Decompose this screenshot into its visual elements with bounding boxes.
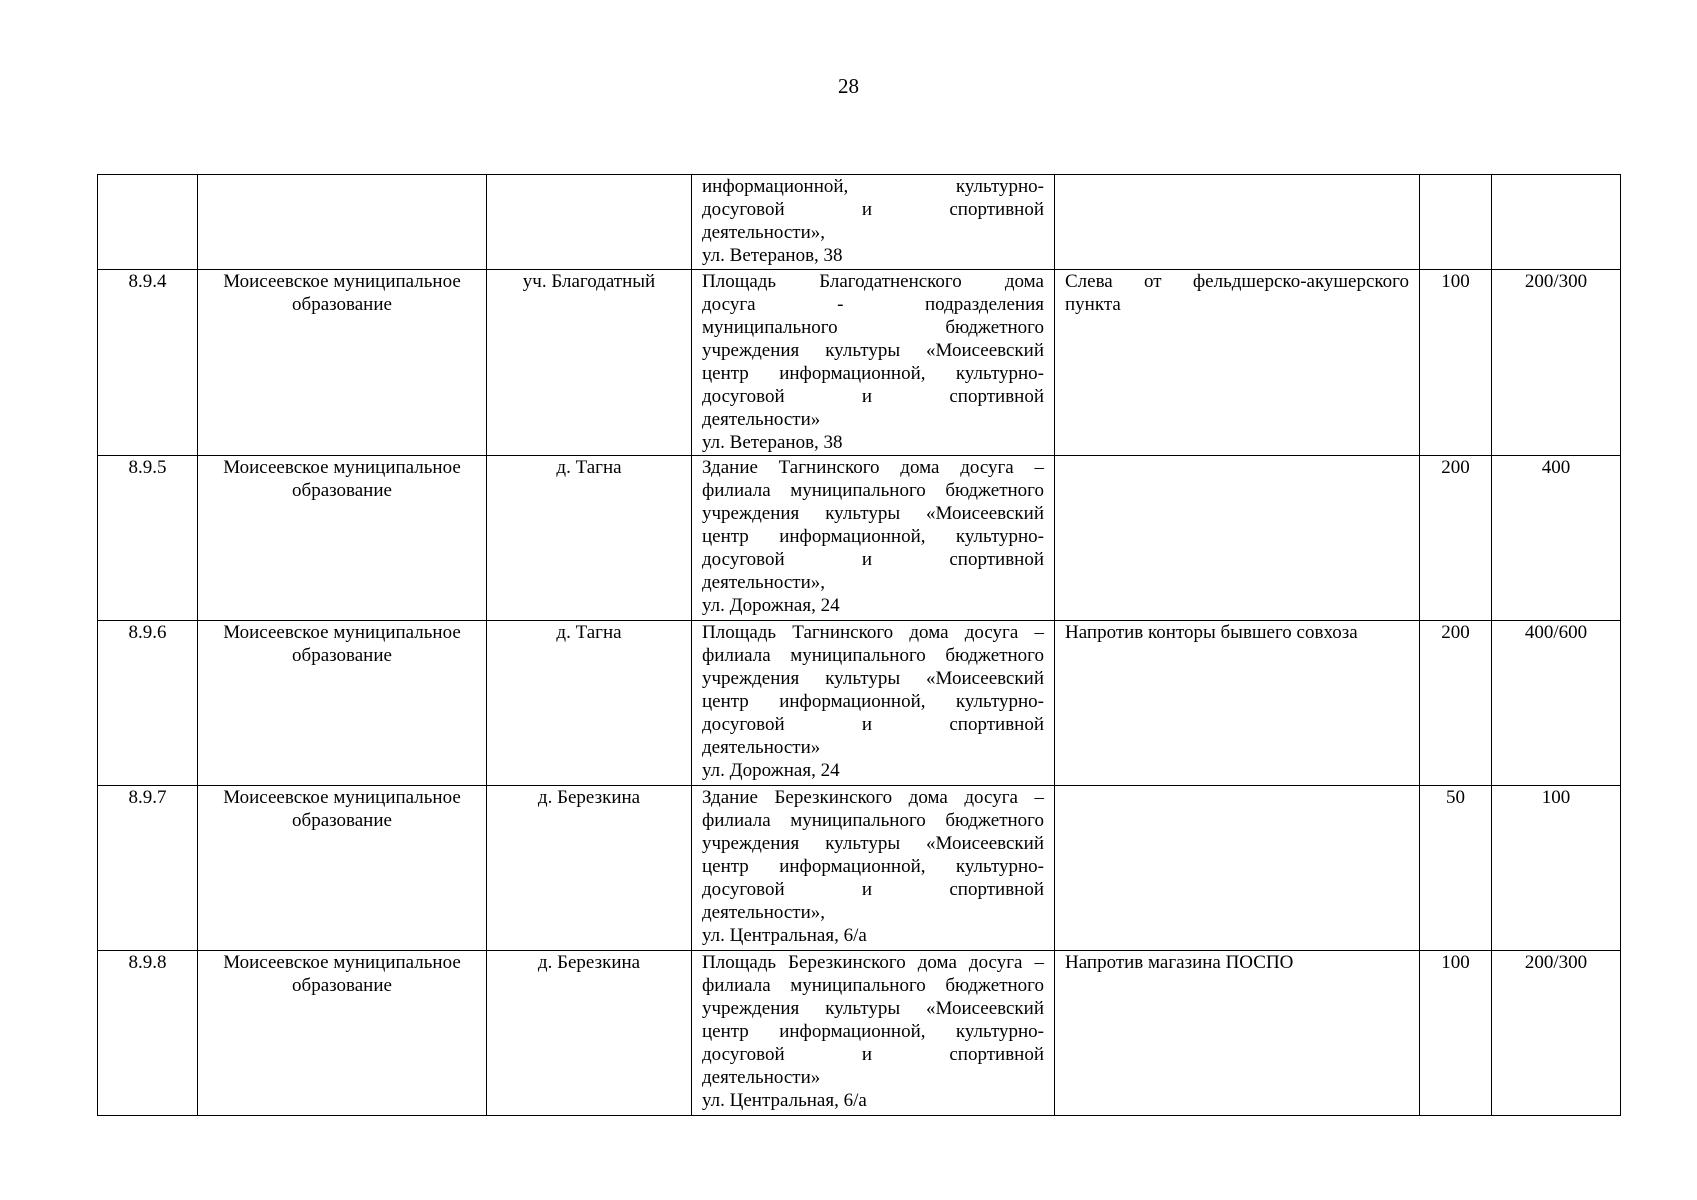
cell-description [692, 621, 1055, 786]
description-line: Площадь Благодатненского дома [702, 271, 1044, 292]
description-line: учреждения культуры «Моисеевский [702, 503, 1044, 524]
description-line: филиала муниципального бюджетного [702, 480, 1044, 501]
description-line: центр информационной, культурно- [702, 363, 1044, 384]
table-row [98, 621, 1621, 786]
description-line: Площадь Тагнинского дома досуга – [702, 622, 1044, 643]
description-line: центр информационной, культурно- [702, 856, 1044, 877]
description-line: ул. Дорожная, 24 [702, 595, 840, 616]
cell-locality: уч. Благодатный [487, 270, 692, 456]
description-line: ул. Центральная, 6/а [702, 925, 867, 946]
cell-description [692, 951, 1055, 1116]
description-line: учреждения культуры «Моисеевский [702, 340, 1044, 361]
description-line: Площадь Березкинского дома досуга – [702, 952, 1044, 973]
cell-description [692, 456, 1055, 621]
description-line: центр информационной, культурно- [702, 1021, 1044, 1042]
cell-municipality: Моисеевское муниципальное образование [198, 270, 487, 456]
description-line: информационной, культурно- [702, 176, 1044, 197]
description-line: учреждения культуры «Моисеевский [702, 668, 1044, 689]
cell-description [692, 175, 1055, 270]
table-row [98, 456, 1621, 621]
cell-location-note: Напротив магазина ПОСПО [1055, 951, 1420, 1116]
description-line: деятельности» [702, 737, 821, 758]
description-line: деятельности», [702, 902, 826, 923]
cell-value-b: 400/600 [1492, 621, 1621, 786]
table-body [98, 175, 1621, 1116]
table-row [98, 270, 1621, 456]
cell-locality [487, 175, 692, 270]
description-line: учреждения культуры «Моисеевский [702, 833, 1044, 854]
description-line: досуговой и спортивной [702, 879, 1044, 900]
table-row [98, 951, 1621, 1116]
description-line: деятельности» [702, 409, 821, 430]
cell-locality: д. Тагна [487, 456, 692, 621]
cell-value-b: 100 [1492, 786, 1621, 951]
table-row-continuation [98, 175, 1621, 270]
description-line: центр информационной, культурно- [702, 526, 1044, 547]
description-line: Здание Тагнинского дома досуга – [702, 457, 1044, 478]
description-line: досуговой и спортивной [702, 386, 1044, 407]
cell-value-a: 200 [1420, 621, 1492, 786]
description-line: муниципального бюджетного [702, 317, 1044, 338]
cell-locality: д. Березкина [487, 951, 692, 1116]
description-line: ул. Ветеранов, 38 [702, 245, 843, 266]
description-line: ул. Дорожная, 24 [702, 760, 840, 781]
description-line: центр информационной, культурно- [702, 691, 1044, 712]
cell-value-b: 200/300 [1492, 951, 1621, 1116]
cell-location-note [1055, 456, 1420, 621]
description-line: учреждения культуры «Моисеевский [702, 998, 1044, 1019]
description-line: досуговой и спортивной [702, 714, 1044, 735]
cell-value-a: 50 [1420, 786, 1492, 951]
cell-value-a: 100 [1420, 951, 1492, 1116]
description-line: досуговой и спортивной [702, 1044, 1044, 1065]
placement-table [97, 174, 1621, 1116]
cell-description [692, 270, 1055, 456]
cell-number: 8.9.7 [98, 786, 198, 951]
cell-value-a: 100 [1420, 270, 1492, 456]
description-line: досуговой и спортивной [702, 549, 1044, 570]
description-line: досуга - подразделения [702, 294, 1044, 315]
description-line: деятельности», [702, 222, 826, 243]
page-number: 28 [838, 74, 859, 98]
cell-locality: д. Тагна [487, 621, 692, 786]
cell-locality: д. Березкина [487, 786, 692, 951]
cell-value-b: 200/300 [1492, 270, 1621, 456]
cell-number [98, 175, 198, 270]
cell-municipality: Моисеевское муниципальное образование [198, 786, 487, 951]
cell-location-note [1055, 175, 1420, 270]
cell-number: 8.9.4 [98, 270, 198, 456]
description-line: филиала муниципального бюджетного [702, 645, 1044, 666]
cell-number: 8.9.8 [98, 951, 198, 1116]
cell-value-a: 200 [1420, 456, 1492, 621]
cell-location-note: Слева от фельдшерско-акушерского пункта [1055, 270, 1420, 456]
cell-location-note [1055, 786, 1420, 951]
cell-number: 8.9.6 [98, 621, 198, 786]
cell-municipality: Моисеевское муниципальное образование [198, 951, 487, 1116]
cell-value-b [1492, 175, 1621, 270]
cell-value-a [1420, 175, 1492, 270]
cell-location-note: Напротив конторы бывшего совхоза [1055, 621, 1420, 786]
description-line: досуговой и спортивной [702, 199, 1044, 220]
description-line: филиала муниципального бюджетного [702, 975, 1044, 996]
description-line: Здание Березкинского дома досуга – [702, 787, 1044, 808]
cell-municipality [198, 175, 487, 270]
description-line: ул. Ветеранов, 38 [702, 432, 843, 453]
description-line: ул. Центральная, 6/а [702, 1090, 867, 1111]
cell-municipality: Моисеевское муниципальное образование [198, 621, 487, 786]
cell-description [692, 786, 1055, 951]
description-line: деятельности», [702, 572, 826, 593]
table-row [98, 786, 1621, 951]
description-line: филиала муниципального бюджетного [702, 810, 1044, 831]
cell-municipality: Моисеевское муниципальное образование [198, 456, 487, 621]
cell-value-b: 400 [1492, 456, 1621, 621]
cell-number: 8.9.5 [98, 456, 198, 621]
description-line: деятельности» [702, 1067, 821, 1088]
